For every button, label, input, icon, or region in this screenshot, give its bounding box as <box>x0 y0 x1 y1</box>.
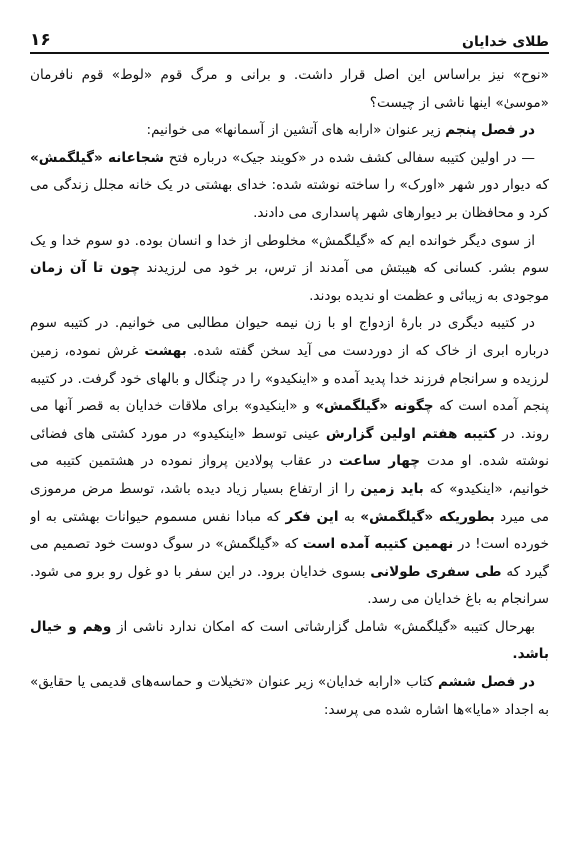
paragraph <box>30 117 549 145</box>
paragraph <box>30 310 549 614</box>
paragraph-text: که «گیلگمش» در سوگ دوست خود تصمیم می گیرد که <box>30 536 549 580</box>
paragraph-text: زیر عنوان «ارابه های آتشین از آسمانها» می خوانیم: <box>146 122 446 139</box>
header-rule <box>30 52 549 54</box>
paragraph-text: که دیوار دور شهر «اورک» را ساخته نوشته شده: خدای بهشتی در یک خانه مجلل زندگی می کرد و محافظان بر دیوارهای شهر پاسداری می دادند. <box>30 177 549 221</box>
page-number: ۱۶ <box>30 30 51 50</box>
paragraph <box>30 228 549 311</box>
paragraph-text: از سوی دیگر خوانده ایم که «گیلگمش» مخلوطی از خدا و انسان بوده. دو سوم خدا و یک سوم بشر. کسانی که هیبتش می آمدند از ترس، بر خود می لرزیدند <box>30 232 549 277</box>
paragraph-text: در عقاب پولادین پرواز نموده در هشتمین کتیبه می خوانیم، «اینکیدو» که <box>30 453 549 497</box>
paragraph-text: کتاب «ارابه خدایان» زیر عنوان «تخیلات و حماسه‌های قدیمی یا حقایق» به اجداد «مایا»ها اشاره شده می پرسد: <box>30 674 549 718</box>
bold-text: چون تا آن زمان <box>30 260 141 277</box>
paragraph-text: بهرحال کتیبه «گیلگمش» شامل گزارشاتی است که امکان ندارد ناشی از <box>111 618 535 635</box>
bold-text: شجاعانه «گیلگمش» <box>30 149 165 166</box>
paragraph-text: که مبادا نفس مسموم حیوانات بهشتی به او خورده است! در <box>30 508 549 553</box>
paragraph-text: موجودی به زیبائی و عظمت او ندیده بودند. <box>309 287 549 304</box>
body-text <box>30 62 549 837</box>
bold-text: بهشت <box>144 342 187 359</box>
paragraph-text: عینی توسط «اینکیدو» در مورد کشتی های فضائی نوشته شده. او مدت <box>30 425 549 470</box>
bold-text: بطوریکه «گیلگمش» <box>360 508 495 525</box>
paragraph <box>30 145 549 228</box>
bold-text: در فصل ششم <box>438 674 535 691</box>
bold-text: نهمین کتیبه آمده است <box>302 536 454 553</box>
paragraph <box>30 62 549 117</box>
paragraph <box>30 669 549 724</box>
paragraph-text: غرش نموده، زمین لرزیده و سرانجام فرزند خدا پدید آمده و «اینکیدو» را در چنگال و بالهای خود گرفت. در کتیبه پنجم آمده است که <box>30 342 549 415</box>
running-title: طلای خدایان <box>462 34 549 50</box>
bold-text: در فصل پنجم <box>445 122 535 139</box>
bold-text: چگونه «گیلگمش» <box>315 398 434 415</box>
bold-text: این فکر <box>285 508 339 525</box>
bold-text: کتیبه هفتم اولین گزارش <box>325 425 497 442</box>
bold-text: وهم و خیال باشد. <box>30 618 549 663</box>
paragraph-text: — در اولین کتیبه سفالی کشف شده در «کویند جیک» درباره فتح <box>164 149 535 166</box>
paragraph-text: در کتیبه دیگری در بارهٔ ازدواج او با زن نیمه حیوان مطالبی می خوانیم. در کتیبه سوم درباره ابری از خاک که از دوردست می آید سخن گفته شده. <box>30 315 549 359</box>
paragraph-text: بسوی خدایان برود. در این سفر با دو غول رو برو می شود. سرانجام به باغ خدایان می رسد. <box>30 563 549 608</box>
bold-text: چهار ساعت <box>338 453 421 470</box>
paragraph <box>30 614 549 669</box>
bold-text: باید زمین <box>360 480 424 497</box>
paragraph-text: به <box>338 508 361 525</box>
paragraph-text: را از ارتفاع بسیار زیاد دیده باشد، توسط مرض مرموزی می میرد <box>30 480 549 525</box>
bold-text: طی سفری طولانی <box>370 563 502 580</box>
paragraph-text: و «اینکیدو» برای ملاقات خدایان به قصر آنها می روند. در <box>30 398 549 442</box>
page-header <box>30 22 549 50</box>
paragraph-text: «نوح» نیز براساس این اصل قرار داشت. و برانی و مرگ قوم «لوط» قوم نافرمان «موسیٰ» اینها ناشی از چیست؟ <box>30 67 549 111</box>
